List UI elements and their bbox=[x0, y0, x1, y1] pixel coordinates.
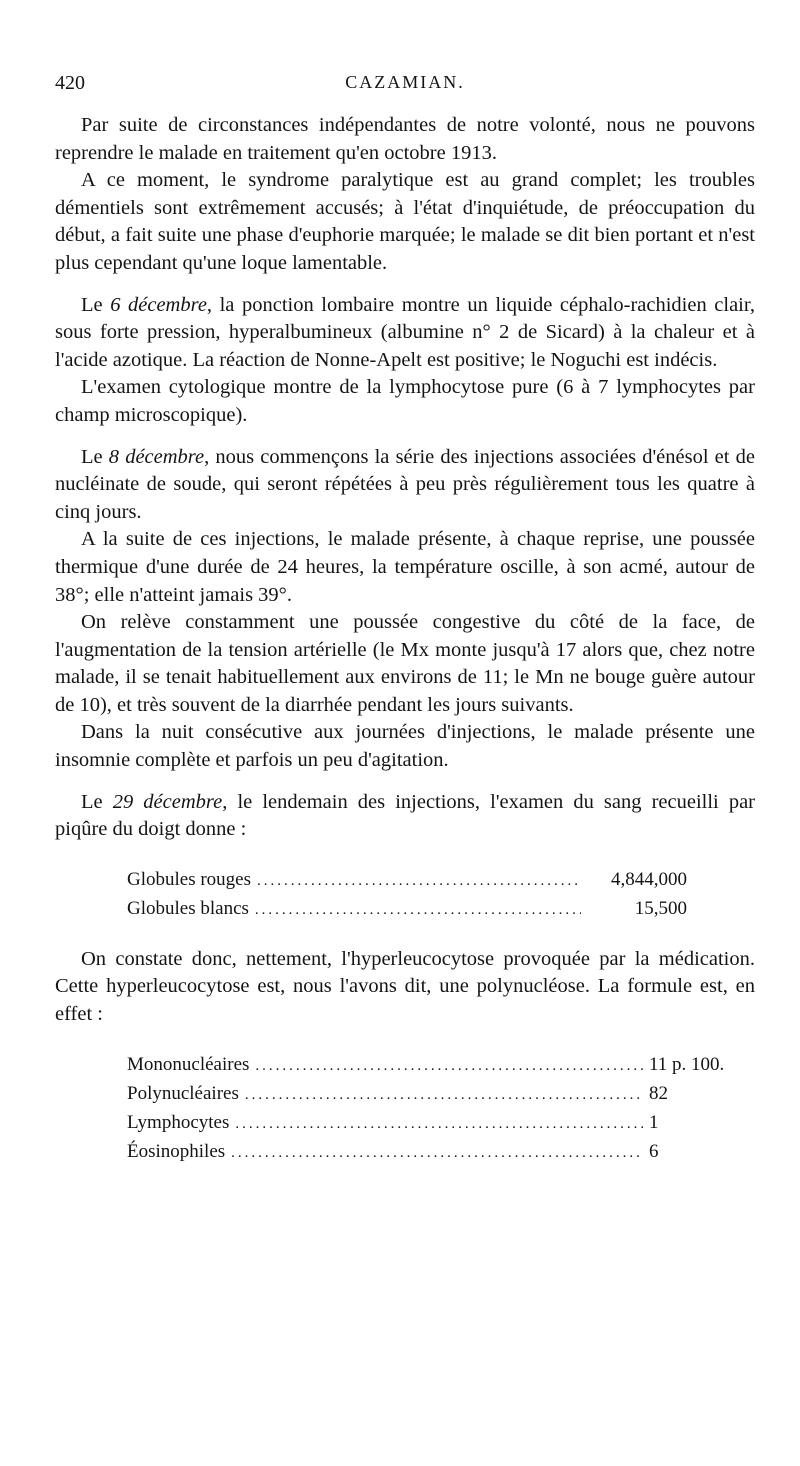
table-row bbox=[127, 866, 687, 895]
dot-leader bbox=[245, 1081, 643, 1109]
paragraph: A la suite de ces injections, le malade présente, à chaque reprise, une poussée thermique d'une durée de 24 heures, la température oscille, à son acmé, autour de 38°; elle n'atteint jamais 39°. bbox=[55, 528, 755, 606]
dot-leader bbox=[257, 868, 581, 895]
paragraph: On relève constamment une poussée congestive du côté de la face, de l'augmentation de la tension artérielle (le Mx monte jusqu'à 17 alors que, chez notre malade, il se tenait habituellement aux environs de 11; le Mn ne bouge guère autour de 10), et très souvent de la diarrhée pendant les jours suivants. bbox=[55, 611, 755, 716]
paragraph: On constate donc, nettement, l'hyperleucocytose provoquée par la médication. Cette hyperleucocytose est, nous l'avons dit, une polynucléose. La formule est, en effet : bbox=[55, 947, 755, 1026]
table-row bbox=[127, 1051, 759, 1080]
page-number: 420 bbox=[55, 72, 85, 94]
row-label: Globules rouges bbox=[127, 868, 252, 890]
dot-leader bbox=[255, 1052, 643, 1080]
paragraph bbox=[55, 444, 755, 527]
dot-leader bbox=[235, 1110, 643, 1138]
paragraph-lead: Le bbox=[81, 790, 113, 813]
body-text bbox=[55, 112, 755, 1167]
row-label: Éosinophiles bbox=[127, 1140, 226, 1162]
paragraph bbox=[55, 789, 755, 844]
paragraph: A ce moment, le syndrome paralytique est au grand complet; les troubles démentiels sont extrêmement accusés; à l'état d'inquiétude, de préoccupation du début, a fait suite une phase d'euphorie marquée; le malade se dit bien portant et n'est plus cependant qu'une loque lamentable. bbox=[55, 169, 755, 274]
paragraph-lead: Le bbox=[81, 293, 111, 316]
dot-leader bbox=[255, 897, 581, 924]
paragraph: L'examen cytologique montre de la lymphocytose pure (6 à 7 lymphocytes par champ microscopique). bbox=[55, 376, 755, 426]
row-label: Globules blancs bbox=[127, 897, 249, 919]
running-title: CAZAMIAN. bbox=[345, 72, 465, 92]
paragraph-lead: Le bbox=[81, 445, 109, 468]
paragraph bbox=[55, 292, 755, 375]
table-row bbox=[127, 895, 687, 924]
table-row bbox=[127, 1138, 759, 1167]
date-italic: 6 décembre bbox=[110, 293, 207, 316]
paragraph: Par suite de circonstances indépendantes de notre volonté, nous ne pouvons reprendre le malade en traitement qu'en octobre 1913. bbox=[55, 114, 755, 164]
paragraph: Dans la nuit consécutive aux journées d'injections, le malade présente une insomnie complète et parfois un peu d'agitation. bbox=[55, 721, 755, 772]
leucocyte-formula-table bbox=[127, 1051, 759, 1167]
paragraph-text: , la ponction lombaire montre un liquide céphalo-rachidien clair, sous forte pression, hyperalbumineux (albumine n° 2 de Sicard) à la chaleur et à l'acide azotique. La réaction de Nonne-Apelt est positive; le Noguchi est indécis. bbox=[55, 293, 755, 371]
row-value: 4,844,000 bbox=[611, 868, 687, 890]
row-value: 15,500 bbox=[634, 897, 687, 919]
row-label: Mononucléaires bbox=[127, 1053, 250, 1075]
table-row bbox=[127, 1080, 759, 1109]
row-value: 6 bbox=[649, 1140, 659, 1162]
row-label: Polynucléaires bbox=[127, 1082, 239, 1104]
date-italic: 8 décembre bbox=[108, 445, 205, 468]
running-head bbox=[55, 72, 755, 102]
date-italic: 29 décembre bbox=[112, 790, 223, 813]
dot-leader bbox=[231, 1139, 643, 1167]
row-value: 1 bbox=[649, 1111, 659, 1133]
paragraph-text: , le lendemain des injections, l'examen du sang recueilli par piqûre du doigt donne : bbox=[55, 790, 756, 841]
row-value: 82 bbox=[649, 1082, 668, 1104]
blood-count-table bbox=[127, 866, 687, 924]
row-label: Lymphocytes bbox=[127, 1111, 230, 1133]
paragraph-text: , nous commençons la série des injections associées d'énésol et de nucléinate de soude, qui seront répétées à peu près régulièrement tous les quatre à cinq jours. bbox=[55, 445, 755, 523]
row-value: 11 p. 100. bbox=[649, 1053, 725, 1075]
table-row bbox=[127, 1109, 759, 1138]
